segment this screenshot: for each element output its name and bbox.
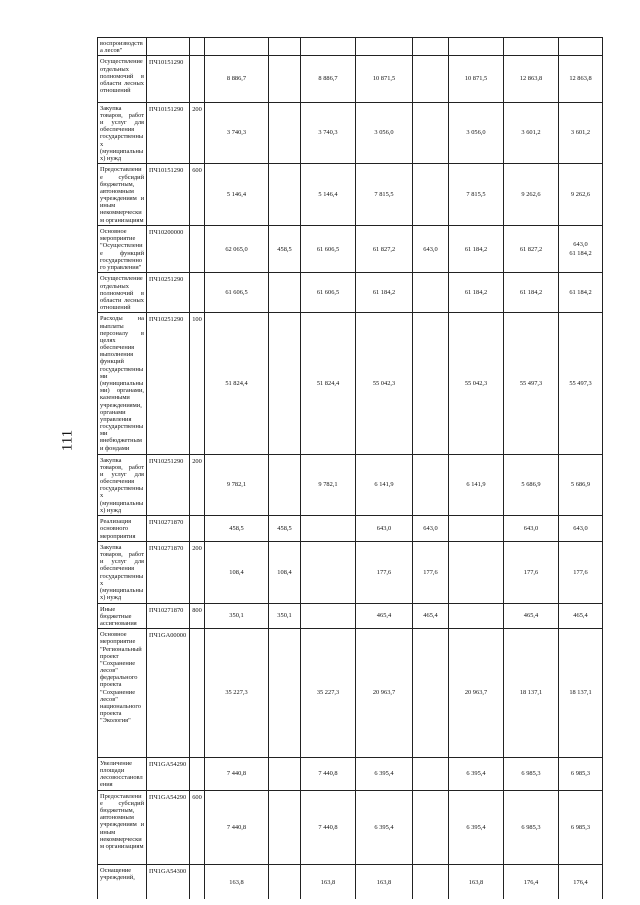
row-name-cell: Закупка товаров, работ и услуг для обеспечения государственных (муниципальных) нужд: [98, 454, 147, 516]
regional-2023-cell: 6 985,3: [559, 790, 603, 864]
total-2023-cell: 3 601,2: [504, 102, 559, 164]
total-2023-cell: 55 497,3: [504, 313, 559, 454]
row-code-cell: ПЧ10251290: [147, 454, 190, 516]
regional-2023-cell: 9 262,6: [559, 164, 603, 226]
federal-2022-cell: [413, 56, 449, 102]
total-2021-cell: 108,4: [205, 541, 269, 603]
row-code-cell: ПЧ1GA54290: [147, 790, 190, 864]
table-row: [98, 603, 603, 629]
row-code-cell: ПЧ1GA54290: [147, 757, 190, 790]
regional-2023-cell: 643,0 61 184,2: [559, 226, 603, 273]
regional-2022-cell: 10 871,5: [449, 56, 504, 102]
total-2021-cell: 7 440,8: [205, 757, 269, 790]
federal-2021-cell: [269, 164, 301, 226]
row-code-cell: ПЧ10271870: [147, 541, 190, 603]
row-name-cell: Закупка товаров, работ и услуг для обеспечения государственных (муниципальных) нужд: [98, 102, 147, 164]
row-expense-type-cell: 600: [190, 164, 205, 226]
federal-2022-cell: 643,0: [413, 516, 449, 542]
table-row: [98, 541, 603, 603]
federal-2021-cell: [269, 56, 301, 102]
row-expense-type-cell: 200: [190, 102, 205, 164]
table-row: [98, 629, 603, 758]
row-code-cell: [147, 38, 190, 56]
regional-2023-cell: 18 137,1: [559, 629, 603, 758]
total-2023-cell: 6 985,3: [504, 757, 559, 790]
page-number: 111: [59, 429, 76, 452]
row-name-cell: Предоставление субсидий бюджетным, автономным учреждениям и иным некоммерческим организациям: [98, 164, 147, 226]
row-expense-type-cell: [190, 273, 205, 313]
federal-2021-cell: [269, 757, 301, 790]
total-2022-cell: 6 395,4: [356, 790, 413, 864]
total-2022-cell: 61 184,2: [356, 273, 413, 313]
regional-2023-cell: 12 863,8: [559, 56, 603, 102]
regional-2022-cell: [449, 38, 504, 56]
total-2022-cell: 465,4: [356, 603, 413, 629]
total-2023-cell: 9 262,6: [504, 164, 559, 226]
total-2023-cell: 5 686,9: [504, 454, 559, 516]
federal-2022-cell: [413, 865, 449, 899]
regional-2022-cell: [449, 516, 504, 542]
row-name-cell: Иные бюджетные ассигнования: [98, 603, 147, 629]
row-expense-type-cell: 600: [190, 790, 205, 864]
table-row: [98, 790, 603, 864]
regional-2023-cell: 3 601,2: [559, 102, 603, 164]
federal-2022-cell: [413, 629, 449, 758]
federal-2022-cell: [413, 454, 449, 516]
regional-2021-cell: 61 606,5: [301, 226, 356, 273]
regional-2021-cell: 7 440,8: [301, 757, 356, 790]
regional-2021-cell: [301, 516, 356, 542]
total-2022-cell: 163,8: [356, 865, 413, 899]
federal-2021-cell: [269, 102, 301, 164]
regional-2021-cell: 35 227,3: [301, 629, 356, 758]
total-2022-cell: 643,0: [356, 516, 413, 542]
row-name-cell: Увеличение площади лесовосстановления: [98, 757, 147, 790]
total-2023-cell: 465,4: [504, 603, 559, 629]
row-code-cell: ПЧ10151290: [147, 164, 190, 226]
regional-2022-cell: 6 395,4: [449, 757, 504, 790]
regional-2023-cell: 55 497,3: [559, 313, 603, 454]
total-2022-cell: 7 815,5: [356, 164, 413, 226]
row-code-cell: ПЧ10271870: [147, 603, 190, 629]
federal-2022-cell: [413, 790, 449, 864]
row-name-cell: Закупка товаров, работ и услуг для обеспечения государственных (муниципальных) нужд: [98, 541, 147, 603]
federal-2021-cell: 350,1: [269, 603, 301, 629]
federal-2021-cell: [269, 454, 301, 516]
regional-2022-cell: 20 963,7: [449, 629, 504, 758]
row-name-cell: Осуществление отдельных полномочий в области лесных отношений: [98, 273, 147, 313]
regional-2021-cell: [301, 541, 356, 603]
regional-2022-cell: [449, 603, 504, 629]
federal-2021-cell: [269, 38, 301, 56]
regional-2022-cell: 3 056,0: [449, 102, 504, 164]
row-expense-type-cell: 200: [190, 541, 205, 603]
regional-2021-cell: 3 740,3: [301, 102, 356, 164]
federal-2022-cell: 177,6: [413, 541, 449, 603]
federal-2021-cell: 458,5: [269, 226, 301, 273]
regional-2021-cell: 9 782,1: [301, 454, 356, 516]
regional-2023-cell: 177,6: [559, 541, 603, 603]
total-2023-cell: 12 863,8: [504, 56, 559, 102]
total-2021-cell: 62 065,0: [205, 226, 269, 273]
regional-2021-cell: 7 440,8: [301, 790, 356, 864]
federal-2022-cell: [413, 273, 449, 313]
row-name-cell: воспроизводства лесов": [98, 38, 147, 56]
row-expense-type-cell: 200: [190, 454, 205, 516]
total-2021-cell: [205, 38, 269, 56]
regional-2022-cell: 61 184,2: [449, 273, 504, 313]
row-expense-type-cell: 100: [190, 313, 205, 454]
row-expense-type-cell: [190, 757, 205, 790]
total-2023-cell: 6 985,3: [504, 790, 559, 864]
total-2021-cell: 35 227,3: [205, 629, 269, 758]
table-row: [98, 226, 603, 273]
regional-2022-cell: 163,8: [449, 865, 504, 899]
row-code-cell: ПЧ10151290: [147, 56, 190, 102]
regional-2022-cell: 7 815,5: [449, 164, 504, 226]
table-row: [98, 454, 603, 516]
row-name-cell: Основное мероприятие "Региональный проект "Сохранение лесов" федерального проекта "Сохранение лесов" национального проекта "Экология": [98, 629, 147, 758]
total-2022-cell: 61 827,2: [356, 226, 413, 273]
regional-2023-cell: 5 686,9: [559, 454, 603, 516]
federal-2022-cell: [413, 102, 449, 164]
row-name-cell: Осуществление отдельных полномочий в области лесных отношений: [98, 56, 147, 102]
federal-2021-cell: 108,4: [269, 541, 301, 603]
total-2023-cell: [504, 38, 559, 56]
row-code-cell: ПЧ10251290: [147, 273, 190, 313]
federal-2022-cell: 465,4: [413, 603, 449, 629]
row-expense-type-cell: [190, 226, 205, 273]
regional-2023-cell: 61 184,2: [559, 273, 603, 313]
total-2023-cell: 176,4: [504, 865, 559, 899]
federal-2021-cell: [269, 313, 301, 454]
row-expense-type-cell: [190, 865, 205, 899]
table-row: [98, 102, 603, 164]
row-name-cell: Расходы на выплаты персоналу в целях обеспечения выполнения функций государственными (муниципальными) органами, казенными учреждениями, органами управления государственными внебюджетными фондами: [98, 313, 147, 454]
total-2021-cell: 3 740,3: [205, 102, 269, 164]
regional-2021-cell: 163,8: [301, 865, 356, 899]
regional-2022-cell: 6 395,4: [449, 790, 504, 864]
total-2021-cell: 7 440,8: [205, 790, 269, 864]
row-code-cell: ПЧ10200000: [147, 226, 190, 273]
total-2022-cell: 55 042,3: [356, 313, 413, 454]
total-2021-cell: 8 886,7: [205, 56, 269, 102]
federal-2022-cell: [413, 164, 449, 226]
regional-2021-cell: 61 606,5: [301, 273, 356, 313]
total-2022-cell: 10 871,5: [356, 56, 413, 102]
regional-2023-cell: 6 985,3: [559, 757, 603, 790]
table-row: [98, 164, 603, 226]
total-2022-cell: [356, 38, 413, 56]
table-row: [98, 313, 603, 454]
total-2023-cell: 177,6: [504, 541, 559, 603]
federal-2021-cell: 458,5: [269, 516, 301, 542]
total-2021-cell: 5 146,4: [205, 164, 269, 226]
table-row: [98, 757, 603, 790]
table-row: [98, 516, 603, 542]
total-2021-cell: 163,8: [205, 865, 269, 899]
row-expense-type-cell: [190, 56, 205, 102]
federal-2021-cell: [269, 865, 301, 899]
row-expense-type-cell: [190, 516, 205, 542]
row-code-cell: ПЧ10271870: [147, 516, 190, 542]
regional-2022-cell: [449, 541, 504, 603]
total-2021-cell: 51 824,4: [205, 313, 269, 454]
regional-2022-cell: 6 141,9: [449, 454, 504, 516]
total-2023-cell: 61 827,2: [504, 226, 559, 273]
regional-2023-extra: 61 184,2: [569, 250, 592, 258]
total-2023-cell: 61 184,2: [504, 273, 559, 313]
table-row: [98, 273, 603, 313]
regional-2022-cell: 55 042,3: [449, 313, 504, 454]
total-2022-cell: 6 395,4: [356, 757, 413, 790]
regional-2023-cell: [559, 38, 603, 56]
federal-2021-cell: [269, 790, 301, 864]
federal-2022-cell: [413, 757, 449, 790]
regional-2021-cell: 51 824,4: [301, 313, 356, 454]
row-name-cell: Основное мероприятие "Осуществление функций государственного управления": [98, 226, 147, 273]
total-2022-cell: 177,6: [356, 541, 413, 603]
total-2023-cell: 18 137,1: [504, 629, 559, 758]
total-2021-cell: 9 782,1: [205, 454, 269, 516]
regional-2023-cell: 176,4: [559, 865, 603, 899]
row-expense-type-cell: [190, 38, 205, 56]
federal-2022-cell: 643,0: [413, 226, 449, 273]
total-2022-cell: 6 141,9: [356, 454, 413, 516]
regional-2021-cell: [301, 38, 356, 56]
total-2023-cell: 643,0: [504, 516, 559, 542]
row-name-cell: Оснащение учреждений,: [98, 865, 147, 899]
total-2022-cell: 20 963,7: [356, 629, 413, 758]
regional-2021-cell: [301, 603, 356, 629]
table-row: [98, 865, 603, 899]
row-code-cell: ПЧ10251290: [147, 313, 190, 454]
total-2021-cell: 458,5: [205, 516, 269, 542]
total-2021-cell: 61 606,5: [205, 273, 269, 313]
table-row: [98, 38, 603, 56]
regional-2021-cell: 5 146,4: [301, 164, 356, 226]
regional-2023-cell: 643,0: [559, 516, 603, 542]
row-expense-type-cell: [190, 629, 205, 758]
regional-2023-cell: 465,4: [559, 603, 603, 629]
federal-2021-cell: [269, 629, 301, 758]
row-expense-type-cell: 800: [190, 603, 205, 629]
table-row: [98, 56, 603, 102]
row-code-cell: ПЧ10151290: [147, 102, 190, 164]
regional-2022-cell: 61 184,2: [449, 226, 504, 273]
federal-2022-cell: [413, 38, 449, 56]
row-code-cell: ПЧ1GA54300: [147, 865, 190, 899]
row-code-cell: ПЧ1GA00000: [147, 629, 190, 758]
regional-2021-cell: 8 886,7: [301, 56, 356, 102]
row-name-cell: Реализация основного мероприятия: [98, 516, 147, 542]
row-name-cell: Предоставление субсидий бюджетным, автономным учреждениям и иным некоммерческим организациям: [98, 790, 147, 864]
budget-table: [97, 37, 603, 899]
federal-2021-cell: [269, 273, 301, 313]
total-2021-cell: 350,1: [205, 603, 269, 629]
total-2022-cell: 3 056,0: [356, 102, 413, 164]
federal-2022-cell: [413, 313, 449, 454]
